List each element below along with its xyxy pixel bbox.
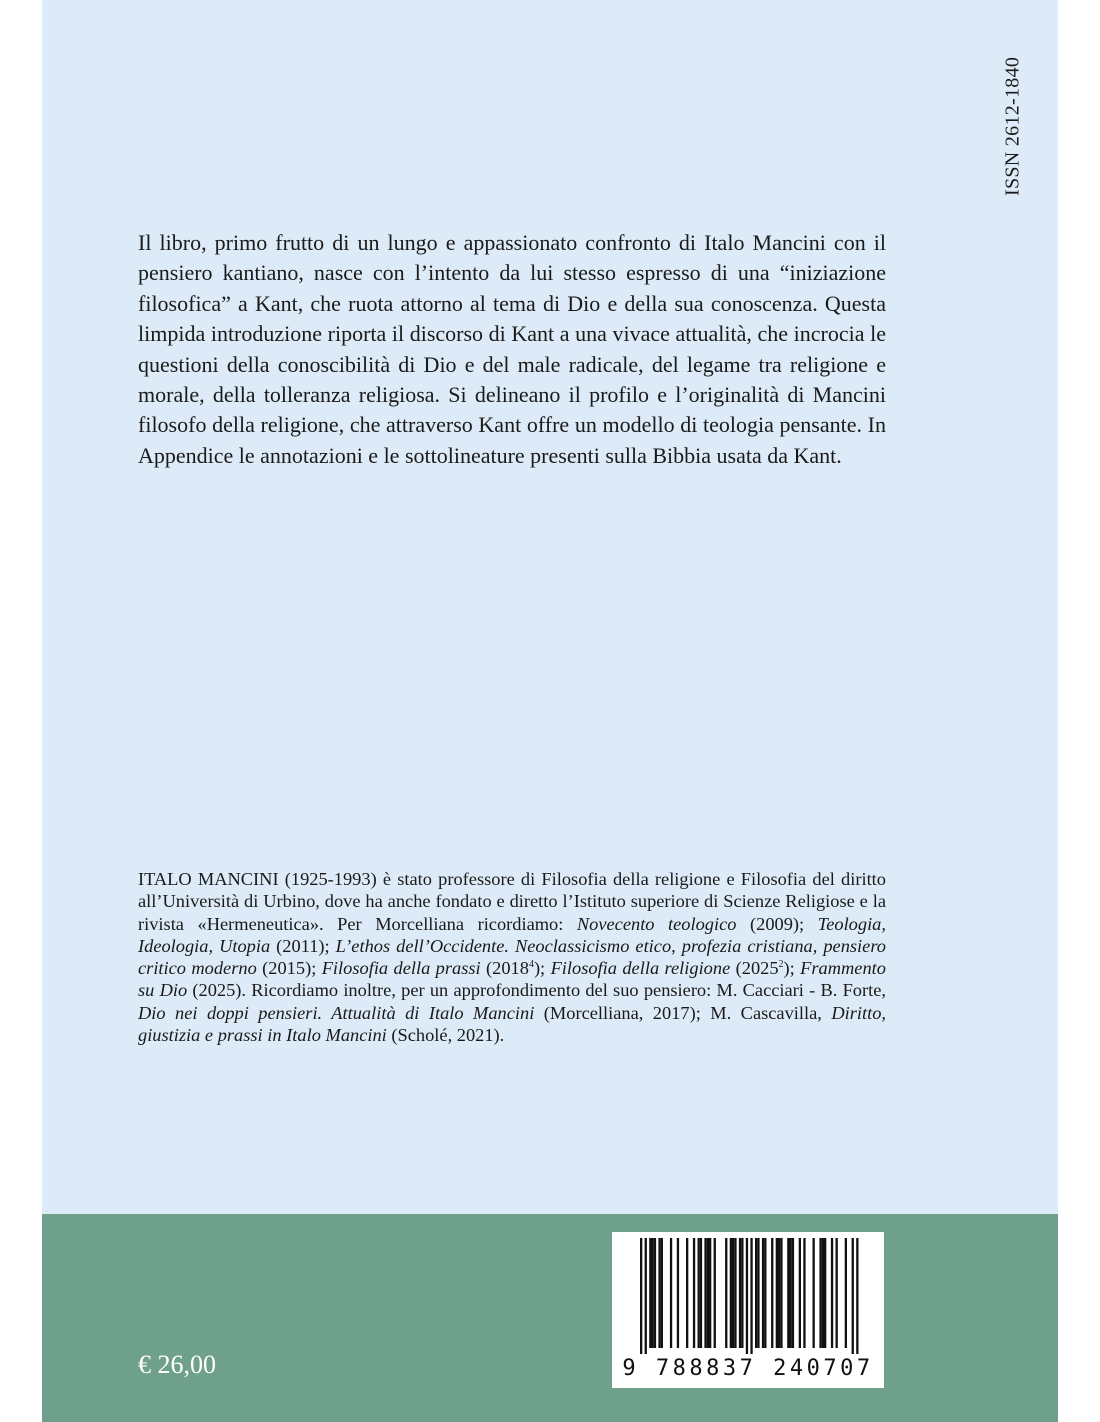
barcode-bar: [732, 1238, 734, 1348]
price-label: € 26,00: [138, 1350, 216, 1379]
barcode-bar: [803, 1238, 805, 1348]
bio-further-pub: (Scholé, 2021).: [386, 1025, 505, 1046]
barcode-bar: [792, 1238, 794, 1348]
barcode-bar: [645, 1238, 647, 1354]
bio-further-title: Diritto, giustizia e prassi in Italo Mancini: [138, 1002, 886, 1046]
barcode-bar: [652, 1238, 654, 1348]
bio-work-year: (2018: [480, 958, 529, 979]
barcode-bar: [780, 1238, 782, 1348]
barcode-bar: [693, 1238, 695, 1348]
spine-issn: ISSN 2612-1840: [1001, 56, 1024, 196]
barcode-bar: [686, 1238, 688, 1348]
barcode-bar: [730, 1238, 732, 1348]
barcode-bar: [856, 1238, 858, 1354]
bio-work-title: L’ethos dell’Occidente. Neoclassicismo etico, profezia cristiana, pensiero critico moderno: [138, 935, 886, 979]
barcode-bar: [778, 1238, 780, 1348]
barcode-bar: [707, 1238, 709, 1348]
barcode-bar: [670, 1238, 672, 1348]
barcode-bar: [658, 1238, 660, 1348]
barcode-digits: 9 788837 240707: [622, 1356, 874, 1381]
barcode-bar: [813, 1238, 815, 1348]
author-bio: [138, 868, 886, 1046]
bio-work-year: (2025).: [187, 980, 252, 1001]
edition-superscript: 4: [528, 959, 534, 971]
barcode-bar: [725, 1238, 727, 1348]
barcode-bar: [824, 1238, 826, 1348]
barcode-bar: [790, 1238, 792, 1348]
bio-work-title: Filosofia della religione: [550, 958, 731, 979]
barcode-bar: [762, 1238, 764, 1348]
barcode-bar: [822, 1238, 824, 1348]
barcode-bar: [836, 1238, 838, 1348]
bio-further-intro: Ricordiamo inoltre, per un approfondimento del suo pensiero: M. Cacciari - B. Forte,: [251, 980, 886, 1001]
bio-further-pub: (Morcelliana, 2017); M. Cascavilla,: [534, 1002, 832, 1023]
book-blurb: Il libro, primo frutto di un lungo e appassionato confronto di Italo Mancini con il pensiero kantiano, nasce con l’intento da lui stesso espresso di una “iniziazione filosofica” a Kant, che ruota attorno al tema di Dio e della sua conoscenza. Questa limpida introduzione riporta il discorso di Kant a una vivace attualità, che incrocia le questioni della conoscibilità di Dio e del male radicale, del legame tra religione e morale, della tolleranza religiosa. Si delineano il profilo e l’originalità di Mancini filosofo della religione, che attraverso Kant offre un modello di teologia pensante. In Appendice le annotazioni e le sottolineature presenti sulla Bibbia usata da Kant.: [138, 230, 886, 468]
bio-work-title: Teologia, Ideologia, Utopia: [138, 913, 886, 956]
barcode-bar: [819, 1238, 821, 1348]
barcode-bar: [799, 1238, 801, 1348]
barcode-bar: [764, 1238, 766, 1348]
bio-work-year: (2011);: [270, 935, 336, 956]
barcode-bar: [704, 1238, 706, 1348]
bio-work-year: (2015);: [256, 958, 322, 979]
footer-band: [42, 1214, 1058, 1422]
barcode-bar: [755, 1238, 757, 1348]
barcode-bar: [787, 1238, 789, 1348]
barcode-bar: [739, 1238, 741, 1348]
edition-superscript: 2: [778, 959, 784, 971]
barcode-bar: [698, 1238, 700, 1348]
barcode-bar: [750, 1238, 752, 1354]
bio-intro: ITALO MANCINI (1925-1993) è stato professore di Filosofia della religione e Filosofia del diritto all’Università di Urbino, dove ha anche fondato e diretto l’Istituto superiore di Scienze Religiose e la rivista «Hermeneutica». Per Morcelliana ricordiamo:: [138, 869, 886, 934]
bio-further-title: Dio nei doppi pensieri. Attualità di Italo Mancini: [138, 1002, 535, 1023]
barcode-bar: [640, 1238, 642, 1354]
barcode-bar: [776, 1238, 778, 1348]
barcode-bar: [734, 1238, 736, 1348]
isbn-barcode: [612, 1232, 884, 1388]
bio-work-close: );: [533, 958, 551, 979]
barcode-bar: [771, 1238, 773, 1348]
barcode-bar: [741, 1238, 743, 1348]
barcode-bar: [661, 1238, 663, 1348]
bio-work-year: (2009);: [736, 913, 818, 934]
barcode-bar: [654, 1238, 656, 1348]
back-cover: [42, 0, 1058, 1422]
bio-work-title: Filosofia della prassi: [321, 958, 481, 979]
barcode-bar: [845, 1238, 847, 1348]
barcode-bar: [757, 1238, 759, 1348]
barcode-bar: [677, 1238, 679, 1348]
barcode-bar: [709, 1238, 711, 1348]
barcode-bars: [612, 1232, 884, 1356]
barcode-bar: [649, 1238, 651, 1348]
barcode-bar: [714, 1238, 716, 1348]
barcode-bar: [700, 1238, 702, 1348]
barcode-bar: [852, 1238, 854, 1354]
bio-work-title: Novecento teologico: [576, 913, 737, 934]
bio-work-close: );: [783, 958, 801, 979]
bio-work-year: (2025: [730, 958, 779, 979]
bio-work-title: Frammento su Dio: [138, 958, 886, 1001]
barcode-bar: [831, 1238, 833, 1348]
barcode-bar: [746, 1238, 748, 1354]
